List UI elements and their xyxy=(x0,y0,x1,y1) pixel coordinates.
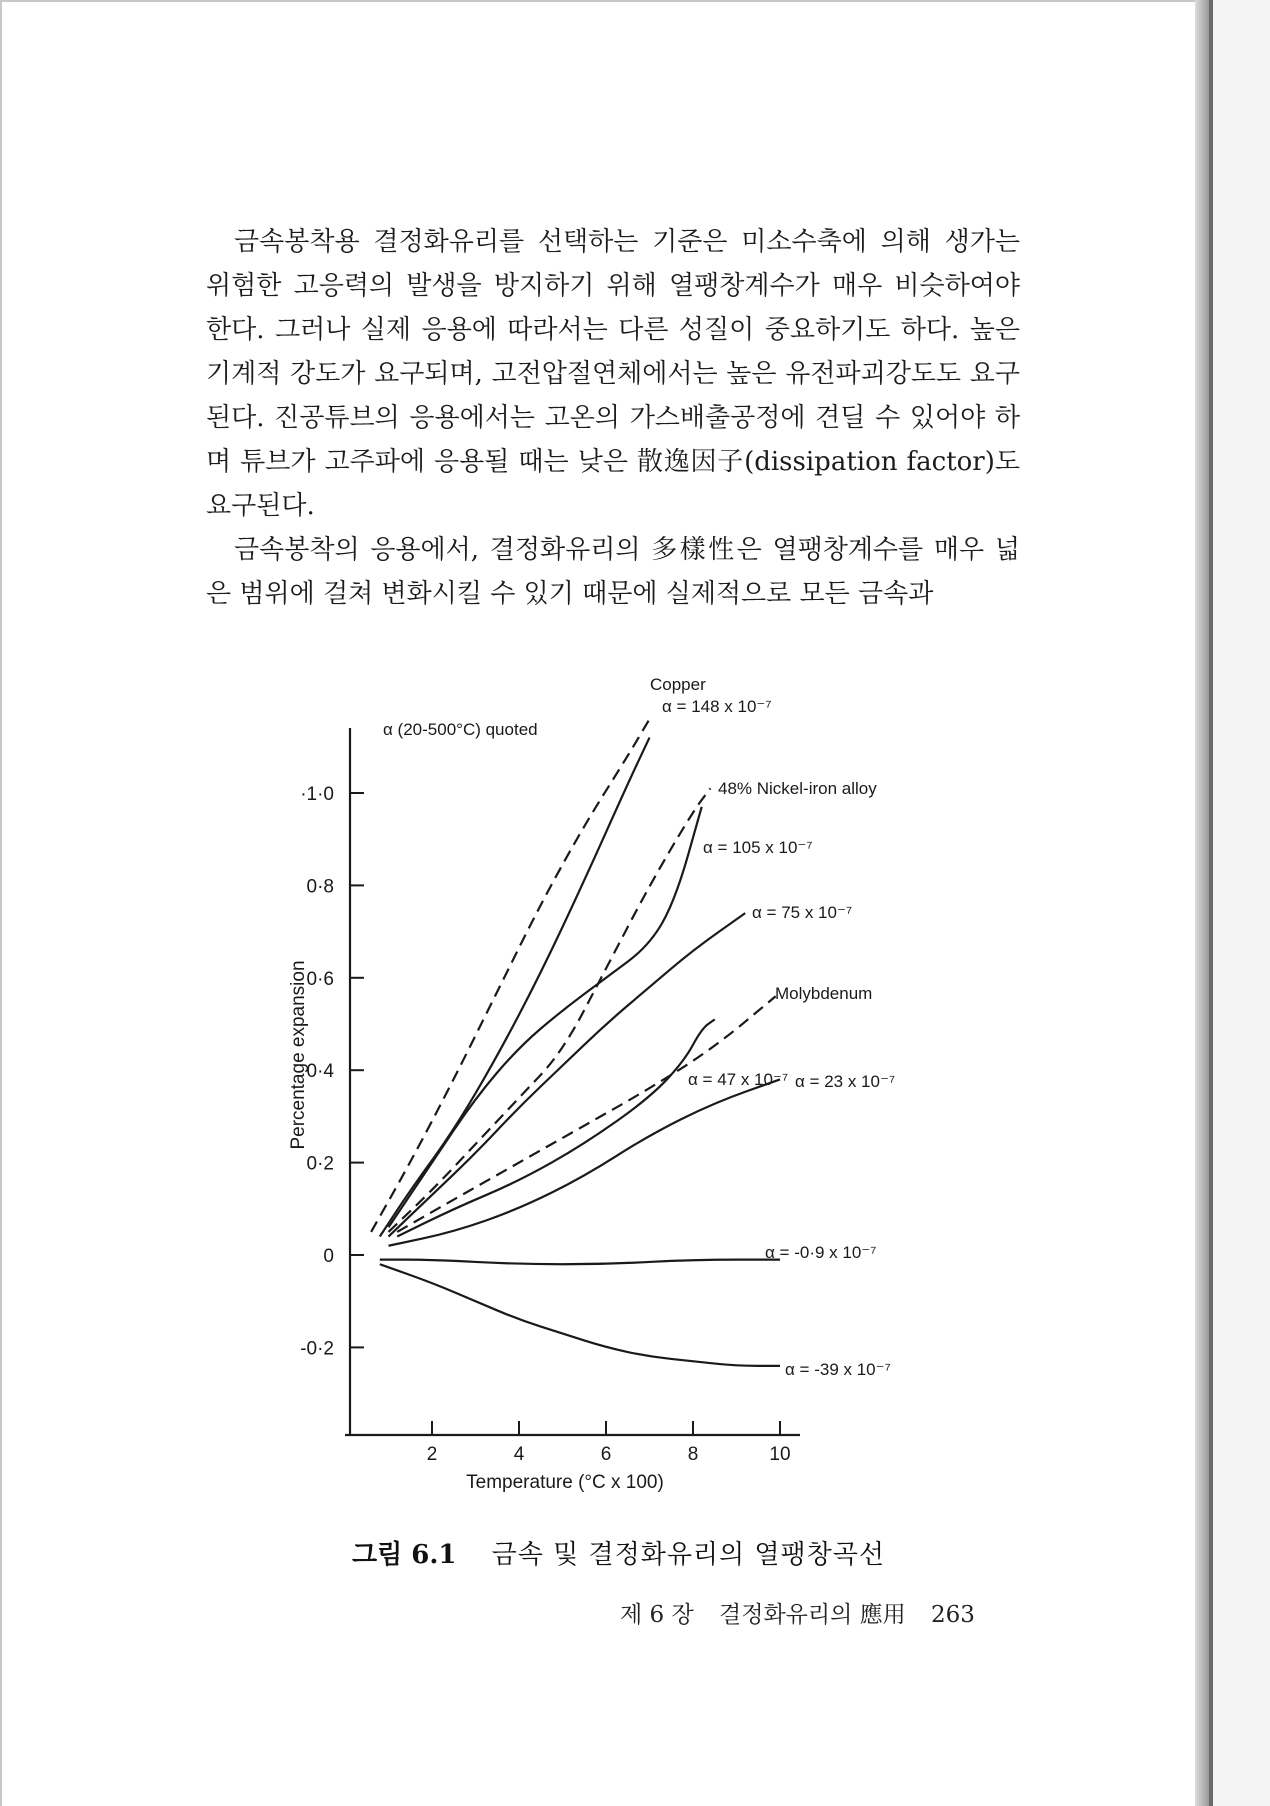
caption-label: 그림 6.1 xyxy=(352,1540,457,1570)
chart-note: α (20-500°C) quoted xyxy=(383,720,538,739)
series-line-9 xyxy=(380,1264,780,1366)
y-tick-label: 0·6 xyxy=(306,968,334,990)
y-tick-label: 0·8 xyxy=(306,876,334,898)
series-line-5 xyxy=(397,996,775,1232)
paragraph-1: 금속봉착용 결정화유리를 선택하는 기준은 미소수축에 의해 생가는 위험한 고응력의 발생을 방지하기 위해 열팽창계수가 매우 비슷하여야 한다. 그러나 실제 응용에 따라서는 다른 성질이 중요하기도 하다. 높은 기계적 강도가 요구되며, 고전압절연체에서는 높은 유전파괴강도도 요구된다. 진공튜브의 응용에서는 고온의 가스배출공정에 견딜 수 있어야 하며 튜브가 고주파에 응용될 때는 낮은 散逸因子(dissipation factor)도 요구된다. xyxy=(206,227,1020,521)
label-alpha-105: α = 105 x 10⁻⁷ xyxy=(703,838,813,857)
label-alpha-75: α = 75 x 10⁻⁷ xyxy=(752,903,853,922)
label-molybdenum: Molybdenum xyxy=(775,984,873,1003)
label-copper: Copper xyxy=(650,675,706,694)
y-axis-label: Percentage expansion xyxy=(288,960,309,1150)
y-tick-label: ·1·0 xyxy=(300,784,334,805)
series-line-8 xyxy=(380,1260,780,1265)
caption-text: 금속 및 결정화유리의 열팽창곡선 xyxy=(491,1540,886,1570)
page-edge-shadow xyxy=(1209,0,1213,1806)
figure-caption xyxy=(352,1534,885,1571)
x-tick-label: 6 xyxy=(600,1444,612,1465)
series-line-6 xyxy=(397,1019,715,1236)
x-axis-label: Temperature (°C x 100) xyxy=(466,1472,664,1493)
x-tick-label: 2 xyxy=(426,1444,438,1465)
footer-title: 결정화유리의 應用 xyxy=(719,1602,906,1628)
series-line-3 xyxy=(389,807,702,1227)
label-alpha-neg09: α = -0·9 x 10⁻⁷ xyxy=(765,1243,877,1262)
x-tick-label: 8 xyxy=(687,1444,699,1465)
y-tick-label: -0·2 xyxy=(300,1338,334,1360)
label-alpha-148: α = 148 x 10⁻⁷ xyxy=(662,697,772,716)
y-tick-label: 0 xyxy=(323,1246,334,1267)
y-tick-label: 0·2 xyxy=(306,1153,334,1175)
running-footer xyxy=(620,1596,993,1629)
label-alpha-23: α = 23 x 10⁻⁷ xyxy=(795,1072,896,1091)
footer-page-number: 263 xyxy=(930,1602,975,1628)
series-line-7 xyxy=(389,1079,781,1245)
x-tick-label: 4 xyxy=(513,1444,525,1465)
y-tick-label: 0·4 xyxy=(306,1061,334,1083)
label-nickel-iron: 48% Nickel-iron alloy xyxy=(718,779,877,798)
label-alpha-neg39: α = -39 x 10⁻⁷ xyxy=(785,1360,891,1379)
footer-chapter: 제 6 장 xyxy=(620,1602,694,1628)
x-tick-label: 10 xyxy=(769,1444,791,1465)
paragraph-2: 금속봉착의 응용에서, 결정화유리의 多樣性은 열팽창계수를 매우 넓은 범위에 걸쳐 변화시킬 수 있기 때문에 실제적으로 모든 금속과 xyxy=(206,535,1020,609)
series-line-2 xyxy=(389,788,711,1232)
label-alpha-47: α = 47 x 10⁻⁷ xyxy=(688,1070,789,1089)
